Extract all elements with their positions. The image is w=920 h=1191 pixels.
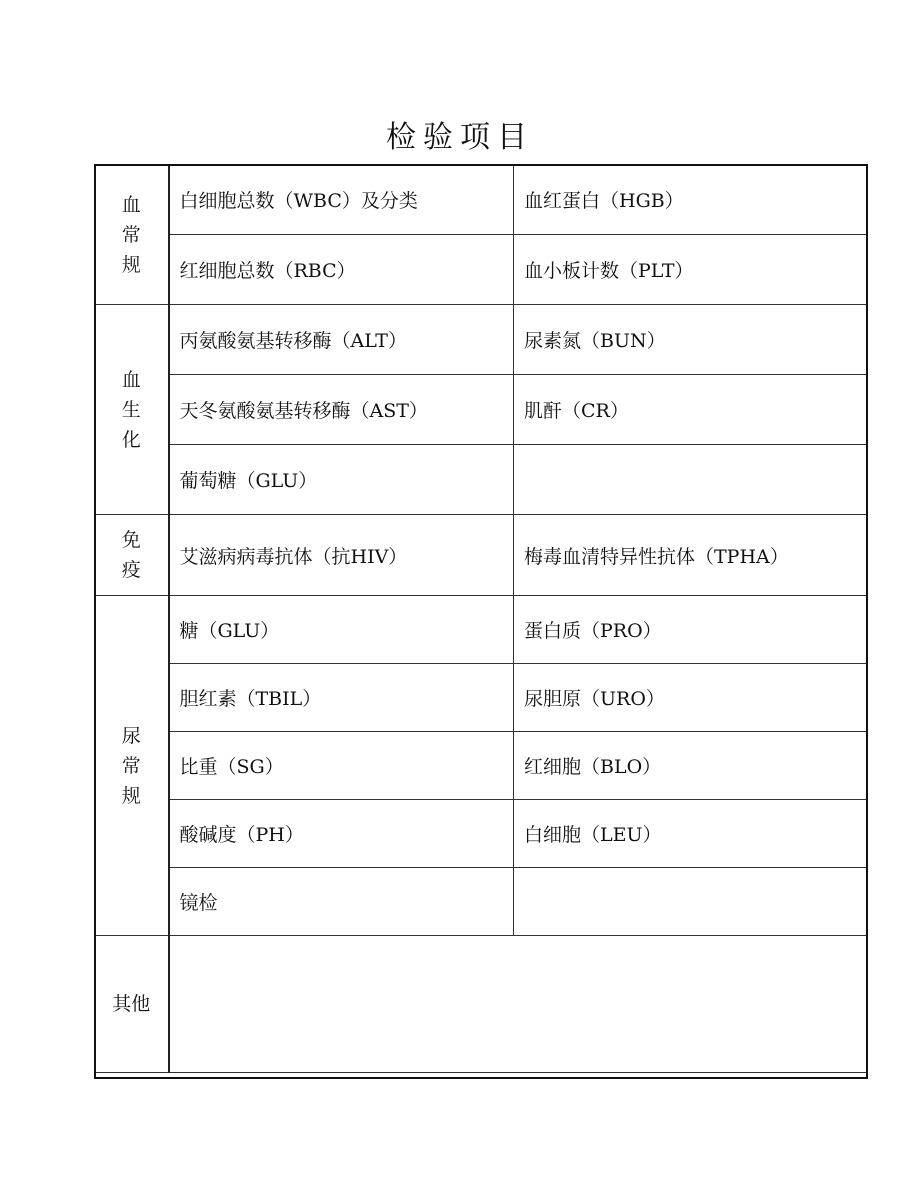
category-char: 规 (121, 253, 141, 276)
item-cell-empty (514, 868, 867, 936)
table-row (95, 165, 867, 235)
item-cell: 红细胞（BLO） (514, 732, 867, 800)
category-urine-routine (95, 596, 169, 936)
category-immunology (95, 515, 169, 596)
page-title: 检验项目 (386, 120, 534, 155)
category-char: 尿 (121, 724, 141, 747)
category-char: 化 (121, 428, 141, 451)
category-char: 免 (121, 529, 141, 551)
table-row (95, 235, 867, 305)
category-char: 血 (121, 193, 141, 216)
item-cell: 尿素氮（BUN） (514, 305, 867, 375)
table-row (95, 596, 867, 664)
item-cell: 梅毒血清特异性抗体（TPHA） (514, 515, 867, 596)
item-cell: 艾滋病病毒抗体（抗HIV） (169, 515, 514, 596)
category-other (95, 936, 169, 1073)
other-notes-cell (169, 936, 867, 1073)
item-cell: 尿胆原（URO） (514, 664, 867, 732)
category-char: 血 (121, 368, 141, 391)
item-cell: 白细胞总数（WBC）及分类 (169, 165, 514, 235)
item-cell: 葡萄糖（GLU） (169, 445, 514, 515)
item-cell: 天冬氨酸氨基转移酶（AST） (169, 375, 514, 445)
table-row (95, 515, 867, 596)
item-cell: 肌酐（CR） (514, 375, 867, 445)
item-cell: 糖（GLU） (169, 596, 514, 664)
item-cell-empty (514, 445, 867, 515)
item-cell: 比重（SG） (169, 732, 514, 800)
category-blood-biochemistry (95, 305, 169, 515)
item-cell: 血红蛋白（HGB） (514, 165, 867, 235)
category-char: 常 (121, 223, 141, 246)
item-cell: 红细胞总数（RBC） (169, 235, 514, 305)
category-char: 生 (121, 398, 141, 421)
item-cell: 丙氨酸氨基转移酶（ALT） (169, 305, 514, 375)
category-blood-routine (95, 165, 169, 305)
item-cell: 血小板计数（PLT） (514, 235, 867, 305)
category-char: 规 (121, 784, 141, 807)
table-row (95, 868, 867, 936)
exam-items-table (94, 164, 867, 1073)
item-cell: 镜检 (169, 868, 514, 936)
category-char: 常 (121, 754, 141, 777)
item-cell: 胆红素（TBIL） (169, 664, 514, 732)
item-cell: 酸碱度（PH） (169, 800, 514, 868)
category-label: 其他 (112, 993, 151, 1015)
table-row (95, 936, 867, 1073)
table-row (95, 732, 867, 800)
table-row (95, 445, 867, 515)
item-cell: 蛋白质（PRO） (514, 596, 867, 664)
table-row (95, 800, 867, 868)
item-cell: 白细胞（LEU） (514, 800, 867, 868)
table-row (95, 375, 867, 445)
category-char: 疫 (121, 559, 141, 581)
table-row (95, 664, 867, 732)
table-row (95, 305, 867, 375)
